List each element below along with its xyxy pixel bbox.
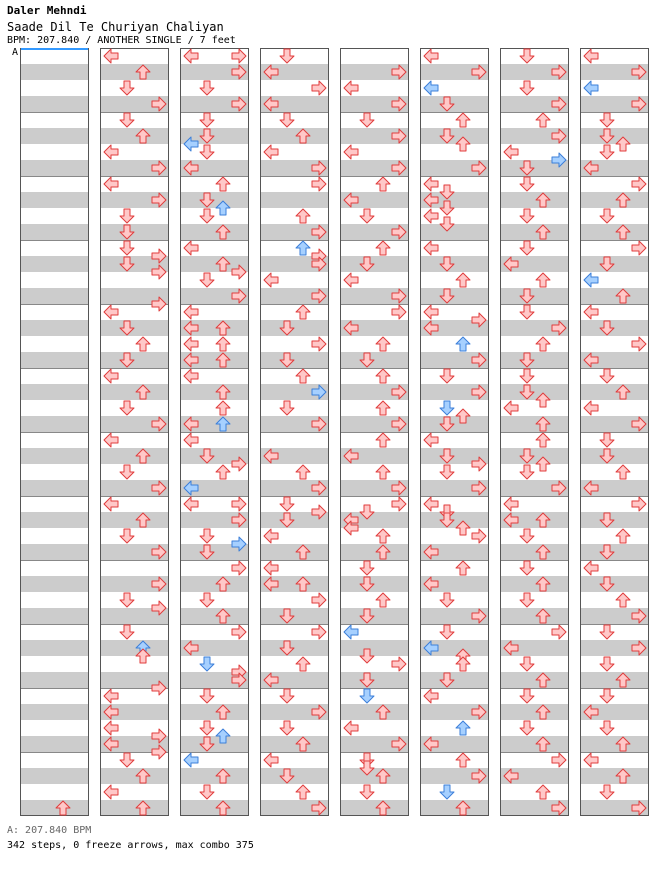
up-arrow-icon: [536, 273, 550, 287]
up-arrow-icon: [376, 369, 390, 383]
down-arrow-icon: [120, 753, 134, 767]
down-arrow-icon: [200, 145, 214, 159]
up-arrow-icon: [376, 337, 390, 351]
beat-stripe: [20, 192, 89, 208]
left-arrow-icon: [504, 401, 518, 415]
up-arrow-icon: [296, 657, 310, 671]
right-arrow-icon: [312, 177, 326, 191]
beat-stripe: [20, 704, 89, 720]
beat-stripe: [340, 704, 409, 720]
left-arrow-icon: [584, 49, 598, 63]
up-arrow-icon: [536, 113, 550, 127]
up-arrow-icon: [376, 529, 390, 543]
up-arrow-icon: [616, 593, 630, 607]
beat-stripe: [420, 224, 489, 240]
left-arrow-icon: [264, 753, 278, 767]
up-arrow-icon: [296, 241, 310, 255]
up-arrow-icon: [376, 241, 390, 255]
down-arrow-icon: [520, 369, 534, 383]
down-arrow-icon: [200, 721, 214, 735]
down-arrow-icon: [600, 721, 614, 735]
down-arrow-icon: [120, 209, 134, 223]
down-arrow-icon: [200, 593, 214, 607]
right-arrow-icon: [312, 593, 326, 607]
down-arrow-icon: [520, 209, 534, 223]
beat-stripe: [100, 800, 169, 816]
artist-name: Daler Mehndi: [7, 4, 87, 17]
left-arrow-icon: [424, 177, 438, 191]
up-arrow-icon: [296, 369, 310, 383]
right-arrow-icon: [632, 497, 646, 511]
left-arrow-icon: [584, 753, 598, 767]
left-arrow-icon: [264, 561, 278, 575]
down-arrow-icon: [440, 401, 454, 415]
up-arrow-icon: [456, 657, 470, 671]
up-arrow-icon: [456, 337, 470, 351]
down-arrow-icon: [440, 625, 454, 639]
left-arrow-icon: [424, 241, 438, 255]
left-arrow-icon: [264, 529, 278, 543]
left-arrow-icon: [344, 721, 358, 735]
up-arrow-icon: [616, 529, 630, 543]
bpm-summary: A: 207.840 BPM: [7, 825, 92, 836]
right-arrow-icon: [232, 561, 246, 575]
beat-stripe: [500, 224, 569, 240]
beat-stripe: [100, 768, 169, 784]
left-arrow-icon: [184, 337, 198, 351]
beat-stripe: [180, 608, 249, 624]
up-arrow-icon: [456, 273, 470, 287]
down-arrow-icon: [120, 529, 134, 543]
beat-stripe: [20, 224, 89, 240]
beat-stripe: [260, 192, 329, 208]
down-arrow-icon: [520, 593, 534, 607]
beat-stripe: [20, 736, 89, 752]
down-arrow-icon: [520, 721, 534, 735]
beat-stripe: [340, 544, 409, 560]
down-arrow-icon: [520, 241, 534, 255]
up-arrow-icon: [296, 785, 310, 799]
down-arrow-icon: [520, 305, 534, 319]
down-arrow-icon: [360, 689, 374, 703]
down-arrow-icon: [600, 369, 614, 383]
up-arrow-icon: [616, 465, 630, 479]
beat-stripe: [20, 128, 89, 144]
down-arrow-icon: [520, 561, 534, 575]
left-arrow-icon: [184, 49, 198, 63]
beat-stripe: [20, 416, 89, 432]
down-arrow-icon: [440, 465, 454, 479]
left-arrow-icon: [184, 753, 198, 767]
left-arrow-icon: [424, 497, 438, 511]
beat-stripe: [260, 736, 329, 752]
left-arrow-icon: [584, 561, 598, 575]
beat-stripe: [20, 288, 89, 304]
beat-stripe: [20, 544, 89, 560]
beat-stripe: [100, 128, 169, 144]
beat-stripe: [500, 576, 569, 592]
down-arrow-icon: [280, 721, 294, 735]
left-arrow-icon: [344, 81, 358, 95]
down-arrow-icon: [600, 433, 614, 447]
down-arrow-icon: [600, 785, 614, 799]
down-arrow-icon: [440, 593, 454, 607]
left-arrow-icon: [584, 273, 598, 287]
song-title: Saade Dil Te Churiyan Chaliyan: [7, 20, 224, 34]
left-arrow-icon: [424, 433, 438, 447]
left-arrow-icon: [184, 369, 198, 383]
down-arrow-icon: [520, 465, 534, 479]
up-arrow-icon: [456, 721, 470, 735]
left-arrow-icon: [104, 689, 118, 703]
right-arrow-icon: [312, 337, 326, 351]
beat-stripe: [20, 800, 89, 816]
right-arrow-icon: [632, 337, 646, 351]
down-arrow-icon: [200, 273, 214, 287]
right-arrow-icon: [632, 177, 646, 191]
right-arrow-icon: [392, 497, 406, 511]
beat-stripe: [20, 64, 89, 80]
beat-stripe: [20, 448, 89, 464]
left-arrow-icon: [504, 145, 518, 159]
left-arrow-icon: [424, 305, 438, 319]
left-arrow-icon: [104, 785, 118, 799]
beat-stripe: [20, 768, 89, 784]
beat-stripe: [180, 384, 249, 400]
beat-stripe: [180, 576, 249, 592]
beat-stripe: [580, 224, 649, 240]
beat-stripe: [180, 768, 249, 784]
beat-stripe: [20, 608, 89, 624]
song-info: BPM: 207.840 / ANOTHER SINGLE / 7 feet: [7, 35, 236, 46]
beat-stripe: [500, 544, 569, 560]
right-arrow-icon: [232, 49, 246, 63]
beat-stripe: [20, 320, 89, 336]
right-arrow-icon: [392, 657, 406, 671]
up-arrow-icon: [216, 401, 230, 415]
up-arrow-icon: [536, 433, 550, 447]
left-arrow-icon: [424, 81, 438, 95]
up-arrow-icon: [296, 465, 310, 479]
up-arrow-icon: [216, 337, 230, 351]
down-arrow-icon: [280, 497, 294, 511]
right-arrow-icon: [392, 305, 406, 319]
right-arrow-icon: [632, 241, 646, 255]
beat-stripe: [420, 800, 489, 816]
down-arrow-icon: [120, 113, 134, 127]
beat-stripe: [340, 768, 409, 784]
left-arrow-icon: [584, 305, 598, 319]
down-arrow-icon: [120, 81, 134, 95]
down-arrow-icon: [200, 689, 214, 703]
down-arrow-icon: [600, 657, 614, 671]
beat-stripe: [580, 768, 649, 784]
left-arrow-icon: [104, 497, 118, 511]
down-arrow-icon: [360, 785, 374, 799]
beat-stripe: [180, 704, 249, 720]
down-arrow-icon: [520, 81, 534, 95]
left-arrow-icon: [504, 497, 518, 511]
up-arrow-icon: [376, 433, 390, 447]
bpm-marker-label: A: [12, 47, 19, 58]
beat-stripe: [340, 640, 409, 656]
beat-stripe: [500, 736, 569, 752]
right-arrow-icon: [232, 497, 246, 511]
right-arrow-icon: [552, 753, 566, 767]
up-arrow-icon: [536, 785, 550, 799]
left-arrow-icon: [104, 49, 118, 63]
beat-stripe: [180, 224, 249, 240]
beat-stripe: [180, 800, 249, 816]
left-arrow-icon: [104, 305, 118, 319]
down-arrow-icon: [520, 177, 534, 191]
down-arrow-icon: [120, 241, 134, 255]
left-arrow-icon: [344, 625, 358, 639]
beat-stripe: [100, 64, 169, 80]
left-arrow-icon: [104, 721, 118, 735]
beat-stripe: [20, 256, 89, 272]
up-arrow-icon: [376, 401, 390, 415]
down-arrow-icon: [520, 657, 534, 671]
down-arrow-icon: [360, 209, 374, 223]
up-arrow-icon: [216, 177, 230, 191]
up-arrow-icon: [136, 337, 150, 351]
up-arrow-icon: [296, 305, 310, 319]
left-arrow-icon: [264, 273, 278, 287]
beat-stripe: [500, 608, 569, 624]
up-arrow-icon: [376, 593, 390, 607]
beat-stripe: [100, 512, 169, 528]
left-arrow-icon: [104, 369, 118, 383]
up-arrow-icon: [376, 465, 390, 479]
down-arrow-icon: [600, 209, 614, 223]
down-arrow-icon: [120, 465, 134, 479]
left-arrow-icon: [424, 49, 438, 63]
down-arrow-icon: [360, 113, 374, 127]
left-arrow-icon: [104, 145, 118, 159]
right-arrow-icon: [232, 625, 246, 639]
up-arrow-icon: [456, 753, 470, 767]
down-arrow-icon: [200, 81, 214, 95]
down-arrow-icon: [280, 689, 294, 703]
left-arrow-icon: [344, 145, 358, 159]
down-arrow-icon: [520, 529, 534, 543]
beat-stripe: [20, 160, 89, 176]
left-arrow-icon: [184, 433, 198, 447]
right-arrow-icon: [552, 625, 566, 639]
left-arrow-icon: [104, 177, 118, 191]
left-arrow-icon: [584, 401, 598, 415]
down-arrow-icon: [200, 785, 214, 799]
up-arrow-icon: [536, 337, 550, 351]
beat-stripe: [500, 192, 569, 208]
beat-stripe: [20, 384, 89, 400]
up-arrow-icon: [296, 209, 310, 223]
down-arrow-icon: [600, 113, 614, 127]
beat-stripe: [20, 480, 89, 496]
right-arrow-icon: [472, 529, 486, 543]
beat-stripe: [20, 512, 89, 528]
down-arrow-icon: [360, 561, 374, 575]
down-arrow-icon: [600, 625, 614, 639]
up-arrow-icon: [376, 177, 390, 191]
beat-stripe: [100, 384, 169, 400]
beat-stripe: [20, 672, 89, 688]
down-arrow-icon: [120, 401, 134, 415]
down-arrow-icon: [440, 785, 454, 799]
beat-stripe: [260, 128, 329, 144]
left-arrow-icon: [184, 305, 198, 319]
up-arrow-icon: [456, 561, 470, 575]
down-arrow-icon: [600, 689, 614, 703]
beat-stripe: [500, 704, 569, 720]
down-arrow-icon: [120, 625, 134, 639]
beat-stripe: [580, 288, 649, 304]
beat-stripe: [20, 352, 89, 368]
down-arrow-icon: [520, 49, 534, 63]
right-arrow-icon: [312, 81, 326, 95]
up-arrow-icon: [216, 465, 230, 479]
left-arrow-icon: [584, 81, 598, 95]
beat-stripe: [580, 736, 649, 752]
down-arrow-icon: [280, 113, 294, 127]
chart-column: [20, 49, 89, 817]
beat-stripe: [580, 192, 649, 208]
beat-stripe: [260, 544, 329, 560]
left-arrow-icon: [184, 241, 198, 255]
beat-stripe: [20, 640, 89, 656]
down-arrow-icon: [520, 689, 534, 703]
left-arrow-icon: [104, 433, 118, 447]
left-arrow-icon: [184, 497, 198, 511]
step-stats: 342 steps, 0 freeze arrows, max combo 375: [7, 840, 254, 851]
left-arrow-icon: [424, 209, 438, 223]
down-arrow-icon: [200, 209, 214, 223]
right-arrow-icon: [312, 625, 326, 639]
down-arrow-icon: [200, 657, 214, 671]
down-arrow-icon: [120, 593, 134, 607]
beat-stripe: [20, 96, 89, 112]
left-arrow-icon: [264, 145, 278, 159]
beat-stripe: [340, 800, 409, 816]
beat-stripe: [20, 576, 89, 592]
down-arrow-icon: [440, 369, 454, 383]
down-arrow-icon: [200, 529, 214, 543]
left-arrow-icon: [344, 273, 358, 287]
beat-stripe: [500, 672, 569, 688]
down-arrow-icon: [600, 145, 614, 159]
beat-stripe: [100, 640, 169, 656]
beat-stripe: [500, 416, 569, 432]
up-arrow-icon: [456, 113, 470, 127]
down-arrow-icon: [280, 401, 294, 415]
left-arrow-icon: [424, 689, 438, 703]
beat-stripe: [100, 448, 169, 464]
down-arrow-icon: [280, 49, 294, 63]
beat-stripe: [580, 384, 649, 400]
down-arrow-icon: [200, 113, 214, 127]
beat-stripe: [580, 672, 649, 688]
